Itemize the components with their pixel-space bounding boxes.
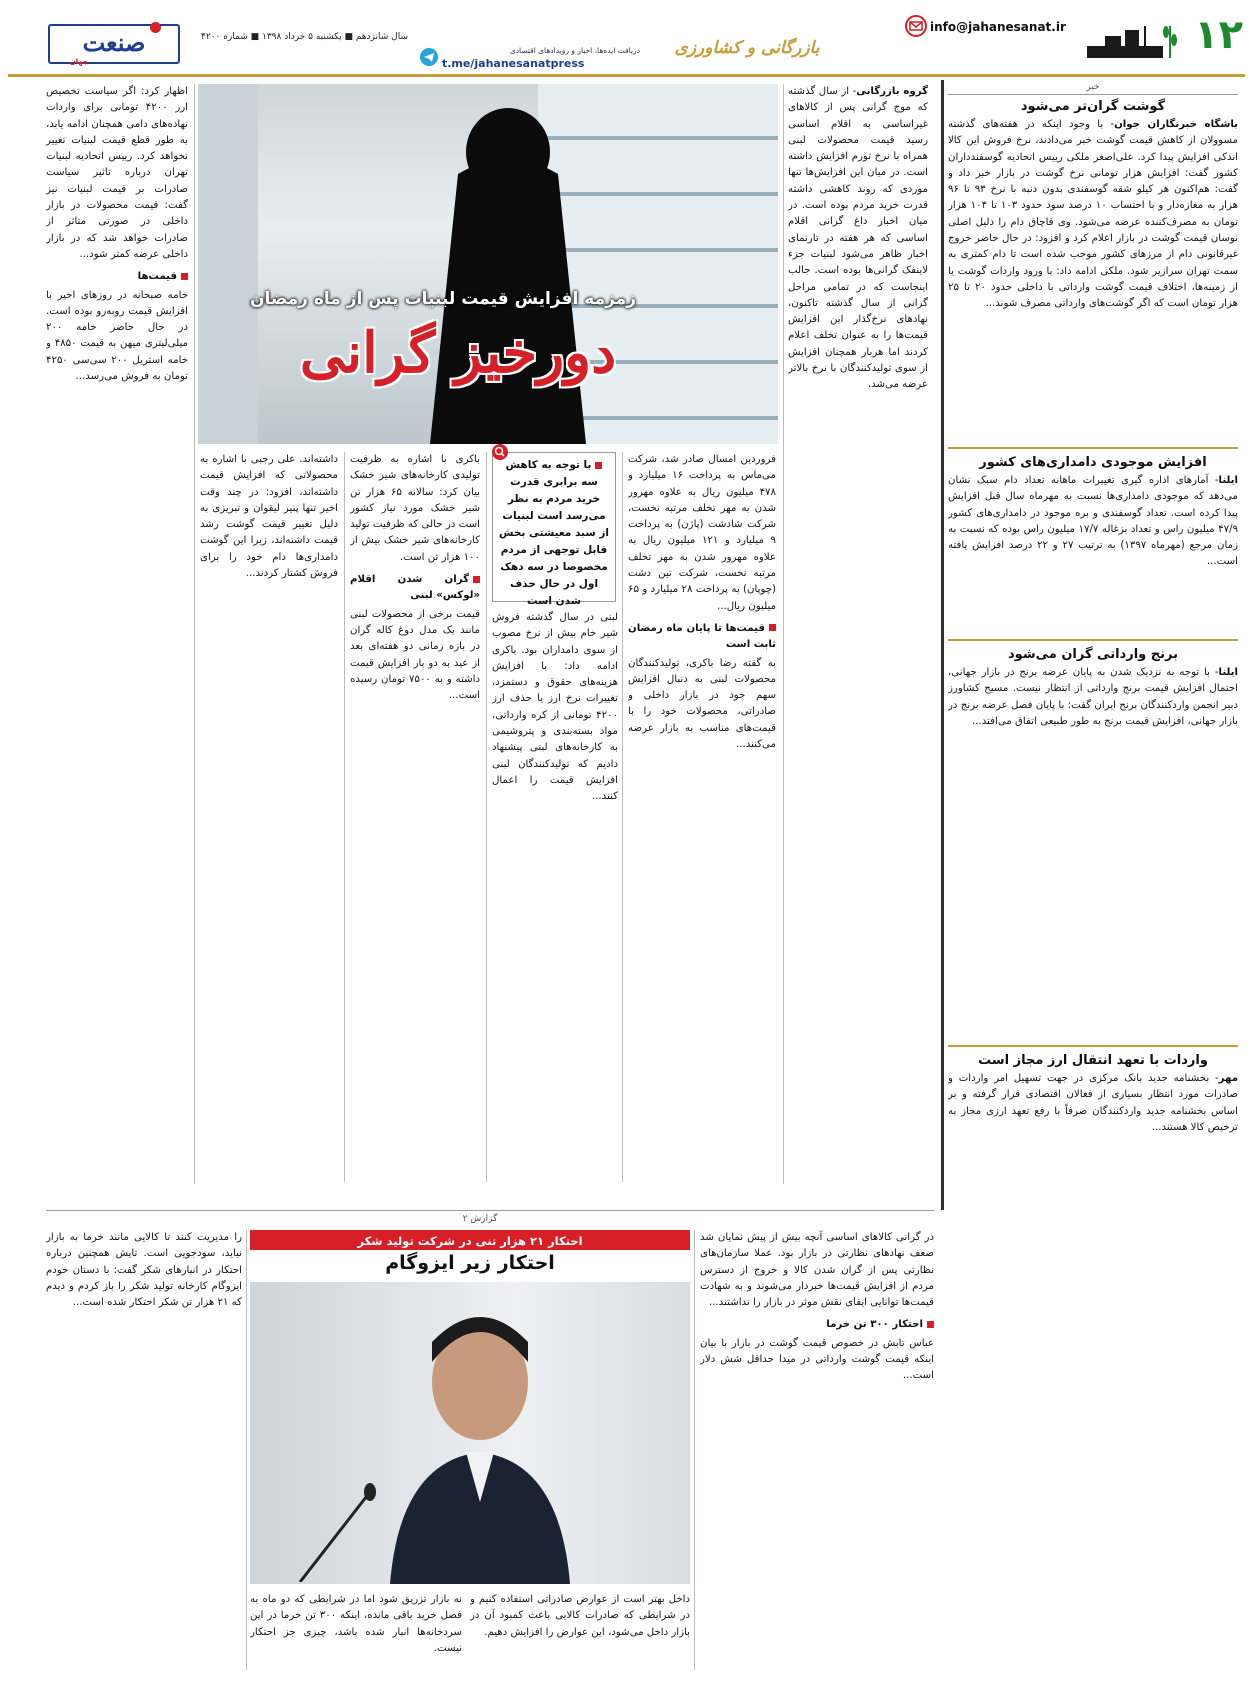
main-column-2-text: فروردین امسال صادر شد، شرکت می‌ماس به پرداخت ۱۶ میلیارد و ۴۷۸ میلیون ریال به علاوه مهرور شدن به مهر تخلف مرتبه نخست، شرکت شادشت (پاژن) به پرداخت ۹ میلیارد و ۱۲۱ میلیون ریال به علاوه مهرور شدن به مهر تخلف مرتبه نخست، شرکت تین دشت (چوپان) به پرداخت ۲۸ میلیارد و ۶۵ میلیون ریال... — [628, 454, 776, 612]
bottom-column-b — [46, 1230, 242, 1670]
bullet-icon — [769, 624, 776, 631]
subhead-dates: احتکار ۳۰۰ تن خرما — [826, 1319, 923, 1331]
logo-dot — [150, 22, 161, 33]
main-column-5 — [200, 452, 338, 1182]
sidebar-story-1-lead: باشگاه خبرنگاران جوان — [1114, 119, 1238, 130]
telegram-link[interactable]: t.me/jahanesanatpress — [442, 57, 585, 70]
bullet-icon — [927, 1321, 934, 1328]
sidebar-story-1-text: - با وجود اینکه در هفته‌های گذشته مسوولان از کاهش قیمت گوشت خبر می‌دادند، نرخ فروش این کالا اندکی افزایش پیدا کرد. علی‌اصغر ملکی رییس اتحادیه گوسفندداران کشور گفت: افزایش هزار تومانی نرخ گوشت در بازار خبر داد و گفت: هم‌اکنون هر کیلو شقه گوسفندی بدون دنبه با نرخ ۹۳ تا ۹۶ هزار به مغازه‌دار و با احتساب ۱۰ درصد سود حدود ۱۰۳ تا ۱۰۴ هزار تومان به مصرف‌کننده عرضه می‌شود. وی قاچاق دام را دلیل اصلی نوسان قیمت گوشت در بازار اعلام کرد و افزود: در حال حاضر خروج غیرقانونی دام از مرزهای کشور موجب شده است تا دام کمتری به سمت تهران سرازیر شود. ملکی ادامه داد: با ورود واردات گوشت یا از زمینه‌ها، اختلاف قیمت گوشت وارداتی با داخلی حدود ۲۰ تا ۲۵ هزار تومان است که اگر گوشت‌های وارداتی مصرف شوند... — [948, 119, 1238, 310]
page-number: ۱۲ — [1194, 12, 1243, 58]
sidebar-story-3-text: - با توجه به نزدیک شدن به پایان عرضه برنج در بازار جهانی، احتمال افزایش قیمت برنج وارداتی از انتظار نیست. مسیح کشاورز دبیر انجمن واردکنندگان برنج ایران گفت: با پایان فصل عرضه برنج در بازار جهانی، افزایش قیمت برنج به طور طبیعی اتفاق می‌افتد... — [948, 667, 1238, 727]
bullet-icon — [595, 462, 602, 469]
column-divider — [194, 84, 195, 1184]
fridge-door — [198, 84, 258, 444]
subhead-prices: قیمت‌ها — [137, 271, 177, 283]
main-column-6-text-b: خامه صبحانه در روزهای اخیر با افزایش قیمت روبه‌رو بوده است. در حال حاضر خامه ۲۰۰ میلی‌لیتری میهن به قیمت ۴۸۵۰ و خامه استریل ۲۰۰ سی‌سی ۴۲۵۰ تومان به فروش می‌رسد... — [46, 289, 188, 383]
bottom-column-c-text: داخل بهتر است از عوارض صادراتی استفاده کنیم و در شرایطی که صادرات کالایی باعث کمبود آن در بازار داخل می‌شود، این عوارض را افزایش دهیم. — [470, 1594, 690, 1638]
dairy-shop-photo — [198, 84, 778, 444]
sidebar-divider — [941, 80, 944, 1210]
main-column-3 — [492, 610, 618, 1182]
logo-subtitle: جهان — [69, 58, 88, 66]
sidebar-rule — [948, 639, 1238, 641]
official-portrait-photo — [250, 1282, 690, 1584]
main-column-1-text: - از سال گذشته که موج گرانی پس از کالاهای غیراساسی به اقلام اساسی رسید قیمت محصولات لبنی همراه با نرخ تورم افزایش داشته است. در میان این افزایش‌ها تنها موردی که روند کاهشی داشته قدرت خرید مردم بوده است. در میان اخبار داغ گرانی اقلام اساسی که هر هفته در تارنمای اخبار ظاهر می‌شود لبنیات جزء لاینفک گرانی‌ها بوده است. جالب اینجاست که در تمامی مراحل گرانی از سال گذشته تاکنون، نهادهای نرخ‌گذار این افزایش قیمت‌ها را به عنوان تخلف اعلام کردند اما هربار همچنان افزایش از سوی تولیدکنندگان با نرخ بالاتر عرضه می‌شد. — [788, 86, 928, 391]
section-title: بازرگانی و کشاورزی — [674, 38, 820, 58]
sidebar-story-3-lead: ایلنا — [1218, 667, 1238, 678]
sidebar-story-4-text: - بخشنامه جدید بانک مرکزی در جهت تسهیل امر واردات و صادرات مورد انتظار بسیاری از فعالان اقتصادی قرار گرفته و بر اساس بخشنامه جدید واردکنندگان صرفاً با رفع تعهد ارزی مجاز به ترخیص کالا هستند... — [948, 1073, 1238, 1133]
mail-icon — [905, 15, 927, 37]
main-lead: گروه بازرگانی — [856, 86, 928, 97]
sidebar-story-3-title: برنج وارداتی گران می‌شود — [1008, 647, 1178, 662]
telegram-label: دریافت ایده‌ها، اخبار و رویدادهای اقتصادی — [509, 46, 640, 55]
main-kicker: زمزمه افزایش قیمت لبنیات پس از ماه رمضان — [250, 289, 636, 309]
sidebar-story-2 — [948, 455, 1238, 631]
sidebar-story-2-text: - آمارهای اداره گیری تغییرات ماهانه تعداد دام سبک نشان می‌دهد که موجودی دامداری‌ها نسبت به مهرماه سال قبل افزایش پیدا کرده است. تعداد گوسفندی و بره موجود در دامداری‌های کشور ۴۷/۹ میلیون راس و تعداد بزغاله ۱۷/۷ میلیون راس بوده که نسبت به زمان مرجع (مهرماه ۱۳۹۷) به ترتیب ۲۷ و ۲۲ درصد افزایش یافته است... — [948, 475, 1238, 568]
sidebar-story-3-body — [948, 665, 1238, 1037]
sidebar-story-2-title: افزایش موجودی دامداری‌های کشور — [979, 455, 1207, 470]
main-column-2-text-b: به گفته رضا باکری، تولیدکنندگان محصولات لبنی به دنبال افزایش سهم خود در بازار داخلی و صادراتی، محصولات خود را با قیمت‌های مناسب به بازار عرضه می‌کنند... — [628, 657, 776, 751]
bottom-column-c — [470, 1592, 690, 1670]
pull-quote — [492, 452, 616, 607]
sidebar-story-4 — [948, 1053, 1238, 1523]
main-column-3-text: لبنی در سال گذشته فروش شیر خام بیش از نرخ مصوب از سوی دامداران بود. باکری ادامه داد: با افزایش هزینه‌های حقوق و دستمزد، تغییرات نرخ ارز یا حذف ارز ۴۲۰۰ تومانی از کره وارداتی، مواد بسته‌بندی و پتروشیمی به کارخانه‌های لبنی پیشنهاد دادیم که تولیدکنندگان لبنی افزایش قیمت را اعمال کنند... — [492, 612, 618, 803]
column-divider — [246, 1230, 247, 1670]
main-column-1 — [788, 84, 928, 1174]
woman-in-chador-figure — [428, 104, 588, 444]
sidebar-rule — [948, 447, 1238, 449]
main-column-4-text-b: قیمت برخی از محصولات لبنی مانند یک مدل دوغ کاله گران در بازه زمانی دو هفته‌ای بعد از عید به دو بار افزایش قیمت داشته و به ۷۵۰۰ تومان رسیده است... — [350, 608, 480, 702]
column-divider — [694, 1230, 695, 1670]
bottom-kicker — [250, 1230, 690, 1250]
sidebar-story-3 — [948, 647, 1238, 1037]
main-column-6 — [46, 84, 188, 1184]
sidebar-story-4-title: واردات با تعهد انتقال ارز مجاز است — [978, 1053, 1208, 1068]
microphone-icon — [290, 1482, 380, 1582]
wheat-icon — [1160, 20, 1180, 60]
ship-icon — [1085, 24, 1165, 66]
search-icon — [491, 443, 509, 461]
main-column-2 — [628, 452, 776, 1182]
bullet-icon — [473, 576, 480, 583]
sidebar-story-1-title: گوشت گران‌تر می‌شود — [1020, 99, 1166, 114]
bottom-column-a-text-b: عباس تابش در خصوص قیمت گوشت در بازار با بیان اینکه قیمت گوشت وارداتی در میدا حداقل شش دلار است... — [700, 1337, 934, 1382]
main-headline: دورخیز گرانی — [299, 320, 617, 386]
main-column-6-text: اظهار کرد: اگر سیاست تخصیص ارز ۴۲۰۰ تومانی برای واردات نهاده‌های دامی همچنان ادامه یابد، به طور قطع قیمت لبنیات تغییر نخواهد کرد. رییس اتحادیه لبنیات تهران درباره تاثیر سیاست صادرات بر قیمت لبنیات نیز گفت: قیمت محصولات در بازار داخلی در صورتی متاثر از صادرات خواهد شد که در بازار داخلی عرضه کمتر شود... — [46, 86, 188, 260]
telegram-icon — [420, 48, 438, 66]
sidebar-rule — [948, 1045, 1238, 1047]
bottom-column-a-text: در گرانی کالاهای اساسی آنچه بیش از پیش نمایان شد ضعف نهادهای نظارتی در بازار بود. عملا سازمان‌های نظارتی پس از گران شدن کالا و خروج از دسترس مردم از افزایش قیمت‌ها خبردار می‌شوند و به شهادت قیمت‌ها توانایی ایفای نقش موثر در بازار را نداشتند... — [700, 1232, 934, 1309]
bullet-icon — [181, 273, 188, 280]
man-portrait-figure — [370, 1302, 590, 1584]
column-divider — [622, 452, 623, 1182]
sidebar-tag: خبر — [948, 82, 1238, 95]
bottom-column-d — [250, 1592, 462, 1670]
column-divider — [486, 452, 487, 1182]
sidebar-story-4-body — [948, 1071, 1238, 1523]
bottom-headline: احتکار زیر ایزوگام — [385, 1252, 555, 1274]
bottom-column-b-text: را مدیریت کنند تا کالایی مانند خرما به بازار نیاید، سودجویی است. تایش همچنین درباره احتکار در انبارهای شکر گفت: با دستان خودم ایزوگام کارخانه تولید شکر را باز کردم و دیدم که ۲۱ هزار تن شکر احتکار شده است... — [46, 1232, 242, 1309]
logo-text: صنعت — [82, 28, 146, 57]
sidebar — [948, 82, 1238, 1523]
sidebar-story-2-body — [948, 473, 1238, 631]
sidebar-story-2-lead: ایلنا — [1218, 475, 1238, 486]
bottom-column-a — [700, 1230, 934, 1670]
sidebar-story-1-body — [948, 117, 1238, 439]
bottom-rule — [46, 1210, 934, 1211]
bottom-section-label: گزارش ۲ — [462, 1214, 498, 1224]
sidebar-story-4-lead: مهر — [1218, 1073, 1238, 1084]
bottom-kicker-text: احتکار ۲۱ هزار تنی در شرکت تولید شکر — [357, 1234, 583, 1248]
column-divider — [344, 452, 345, 1182]
main-column-4 — [350, 452, 480, 1182]
column-divider — [783, 84, 784, 1184]
email-text[interactable]: info@jahanesanat.ir — [930, 20, 1066, 34]
main-column-4-text: باکری با اشاره به ظرفیت تولیدی کارخانه‌های شیر خشک بیان کرد: سالانه ۶۵ هزار تن شیر خشک مورد نیاز کشور است در حالی که ظرفیت تولید کارخانه‌های شیر خشک بیش از ۱۰۰ هزار تن است. — [350, 454, 480, 563]
sidebar-story-1 — [948, 99, 1238, 439]
bottom-column-d-text: نه بازار تزریق شود اما در شرایطی که دو ماه به فصل خرید باقی مانده، اینکه ۳۰۰ تن خرما در این سردخانه‌ها انبار شده باشد، چیزی جز احتکار نیست. — [250, 1594, 462, 1654]
subhead-ramadan: قیمت‌ها تا پایان ماه رمضان ثابت است — [628, 622, 776, 651]
main-column-5-text: داشته‌اند. علی رجبی با اشاره به محصولاتی که افزایش قیمت داشته‌اند، افزود: در چند وقت اخیر تنها پنیر لیقوان و تبریزی به دلیل تغییر قیمت گوشت رشد قیمت داشته‌اند، زیرا این گوشت دامداری‌ها دام خود را برای فروش کشتار کردند... — [200, 454, 338, 580]
masthead-rule — [8, 74, 1245, 77]
subhead-luxury: گران شدن اقلام «لوکس» لبنی — [350, 574, 480, 602]
masthead — [0, 0, 1253, 78]
pull-quote-text: با توجه به کاهش سه برابری قدرت خرید مردم به نظر می‌رسد است لبنیات از سبد معیشتی بخش قابل توجهی از مردم مخصوصا در سه دهک اول در حال حذف شدن است — [499, 459, 609, 607]
issue-info: سال شانزدهم ■ یکشنبه ۵ خرداد ۱۳۹۸ ■ شماره ۴۲۰۰ — [201, 32, 408, 42]
